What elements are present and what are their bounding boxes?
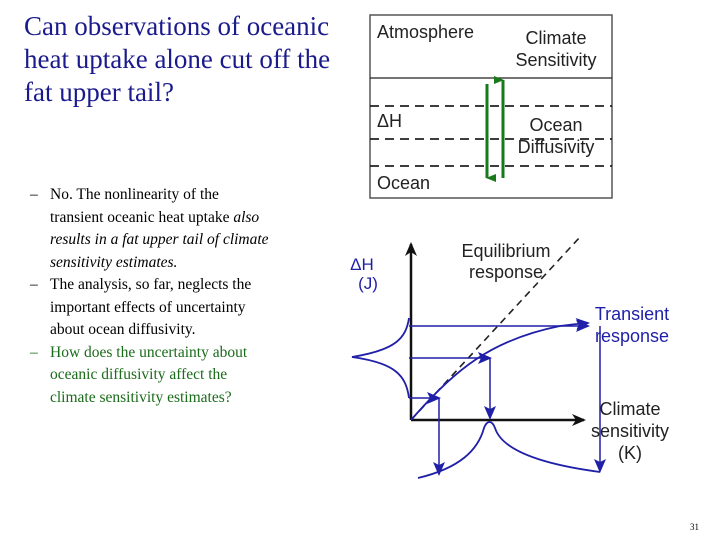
climate-sensitivity-label-2: Sensitivity bbox=[515, 50, 597, 70]
x-axis-label-1: Climate bbox=[599, 399, 661, 419]
transient-label-1: Transient bbox=[594, 304, 670, 324]
climate-sensitivity-label-1: Climate bbox=[525, 28, 587, 48]
x-axis-label-2: sensitivity bbox=[590, 421, 670, 441]
bullet-dash: – bbox=[30, 186, 38, 203]
y-axis-label-2: (J) bbox=[358, 274, 378, 293]
transient-response-curve bbox=[411, 323, 588, 420]
x-axis-label-3: (K) bbox=[618, 443, 642, 463]
bullet-text-italic: also results in a fat upper tail of climate sensitivity estimates. bbox=[50, 208, 269, 271]
climate-sensitivity-pdf-curve bbox=[418, 422, 600, 478]
equilibrium-label-2: response bbox=[468, 262, 544, 282]
page-number: 31 bbox=[690, 522, 699, 532]
bullet-dash: – bbox=[30, 343, 38, 361]
ocean-diffusivity-label-2: Diffusivity bbox=[517, 137, 595, 157]
y-axis-label-1: ΔH bbox=[350, 255, 374, 274]
atmosphere-label: Atmosphere bbox=[377, 22, 475, 42]
bullet-text: How does the uncertainty about oceanic diffusivity affect the climate sensitivity estimates? bbox=[50, 343, 248, 406]
ocean-diffusivity-label-1: Ocean bbox=[529, 115, 583, 135]
bullet-text: No. The nonlinearity of the transient oceanic heat uptake bbox=[50, 186, 234, 226]
heat-uptake-pdf-curve bbox=[352, 318, 409, 398]
slide-title: Can observations of oceanic heat uptake alone cut off the fat upper tail? bbox=[24, 11, 331, 107]
bullet-text: The analysis, so far, neglects the important effects of uncertainty about ocean diffusivity. bbox=[50, 276, 252, 338]
delta-h-label: ΔH bbox=[377, 111, 403, 131]
transient-label-2: response bbox=[594, 326, 670, 346]
equilibrium-label-1: Equilibrium bbox=[461, 241, 551, 261]
bullet-dash: – bbox=[30, 276, 38, 293]
ocean-label: Ocean bbox=[377, 173, 431, 193]
